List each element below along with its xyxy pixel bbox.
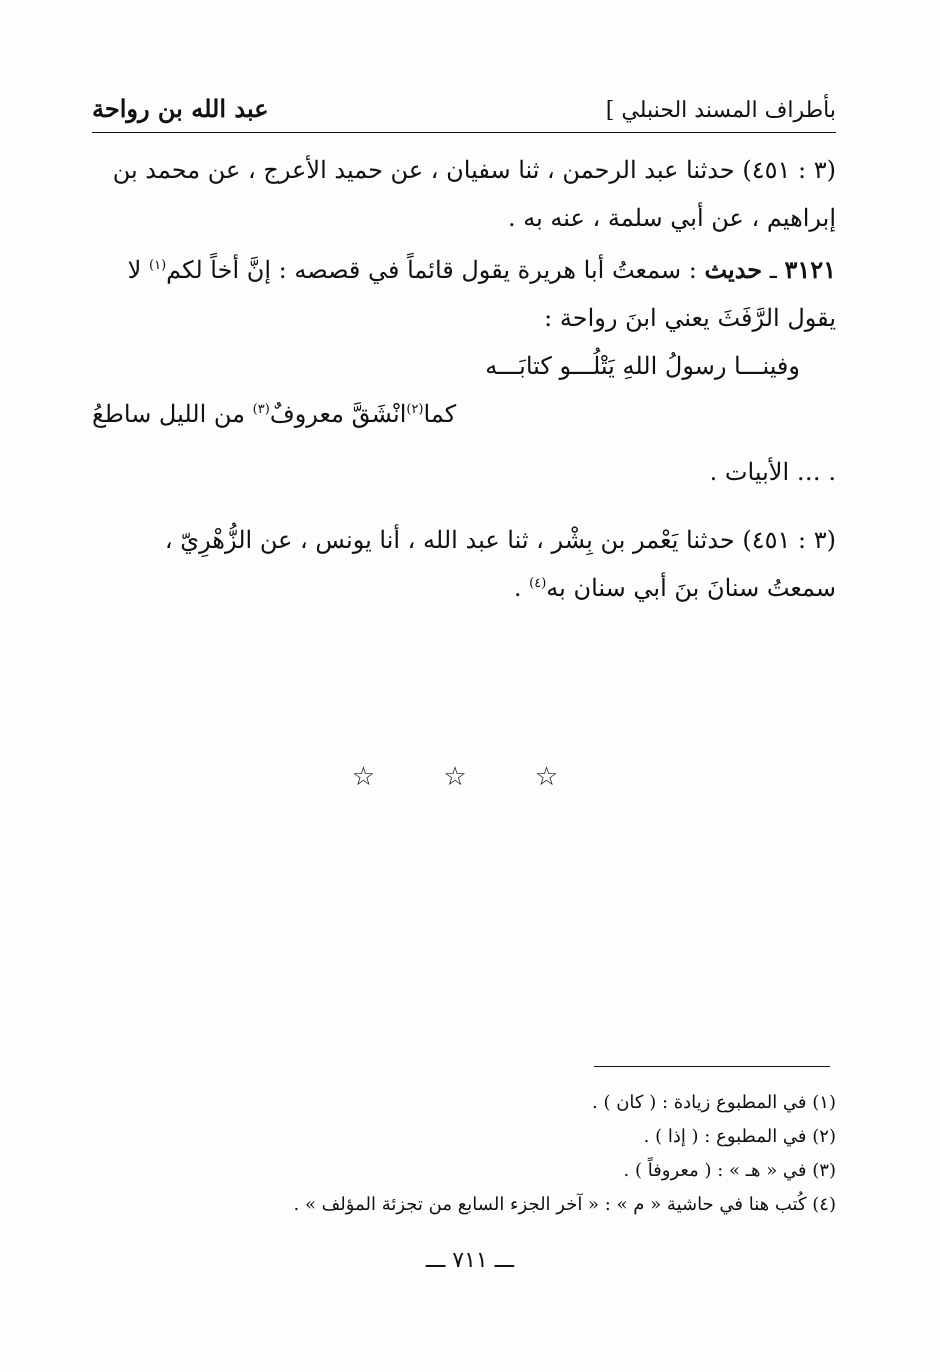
hadith-text-part2: لا يقول الرَّفَثَ يعني ابنَ رواحة : [127, 256, 836, 332]
isnad-paragraph-2-text: (٣ : ٤٥١) حدثنا يَعْمر بن بِشْر ، ثنا عبد الله ، أنا يونس ، عن الزُّهْرِيّ ، سمعتُ سنانَ بنَ أبي سنان به [164, 526, 836, 602]
isnad-paragraph-2 [92, 516, 836, 612]
footnote-4: (٤) كُتب هنا في حاشية « م » : « آخر الجزء السابع من تجزئة المؤلف » . [293, 1194, 836, 1215]
header-section-title: عبد الله بن رواحة [92, 94, 269, 123]
header-book-title: بأطراف المسند الحنبلي ] [605, 98, 836, 123]
footnote-ref-2: (٢) [406, 402, 424, 417]
footnote-1: (١) في المطبوع زيادة : ( كان ) . [592, 1092, 836, 1113]
footnote-ref-1: (١) [149, 258, 167, 273]
verse-line-2-group [92, 400, 456, 428]
verse-line-2-mid: انْشَقَّ معروفٌ [269, 400, 407, 428]
verse-line-1: وفينـــا رسولُ اللهِ يَتْلُـــو كتابَـــه [485, 352, 800, 380]
footnotes [92, 1086, 836, 1222]
section-separator-stars: ☆ ☆ ☆ [351, 762, 589, 792]
footnote-ref-3: (٣) [252, 402, 270, 417]
footnote-3: (٣) في « هـ » : ( معروفاً ) . [623, 1160, 836, 1181]
hadith-text-part1: : سمعتُ أبا هريرة يقول قائماً في قصصه : إنَّ أخاً لكم [166, 256, 705, 284]
running-header [92, 92, 836, 133]
verse-line-2-end: من الليل ساطعُ [92, 400, 246, 428]
hadith-paragraph [92, 246, 836, 342]
verse-word-kama: كما [423, 400, 457, 428]
isnad-paragraph-2-end: . [513, 574, 530, 602]
hadith-label: حديث [704, 255, 763, 284]
isnad-paragraph-1: (٣ : ٤٥١) حدثنا عبد الرحمن ، ثنا سفيان ، عن حميد الأعرج ، عن محمد بن إبراهيم ، عن أبي سلمة ، عنه به . [112, 156, 836, 232]
hadith-number: ٣١٢١ [784, 255, 836, 284]
verse-line-2 [92, 400, 836, 428]
hadith-dash: ـ [762, 256, 785, 284]
footnote-ref-4: (٤) [529, 576, 547, 591]
footnote-2: (٢) في المطبوع : ( إذا ) . [643, 1126, 836, 1147]
page-number: ـــ ٧١١ ـــ [425, 1248, 515, 1273]
abyat-line: . … الأبيات . [709, 458, 836, 486]
footnote-divider [594, 1066, 830, 1067]
